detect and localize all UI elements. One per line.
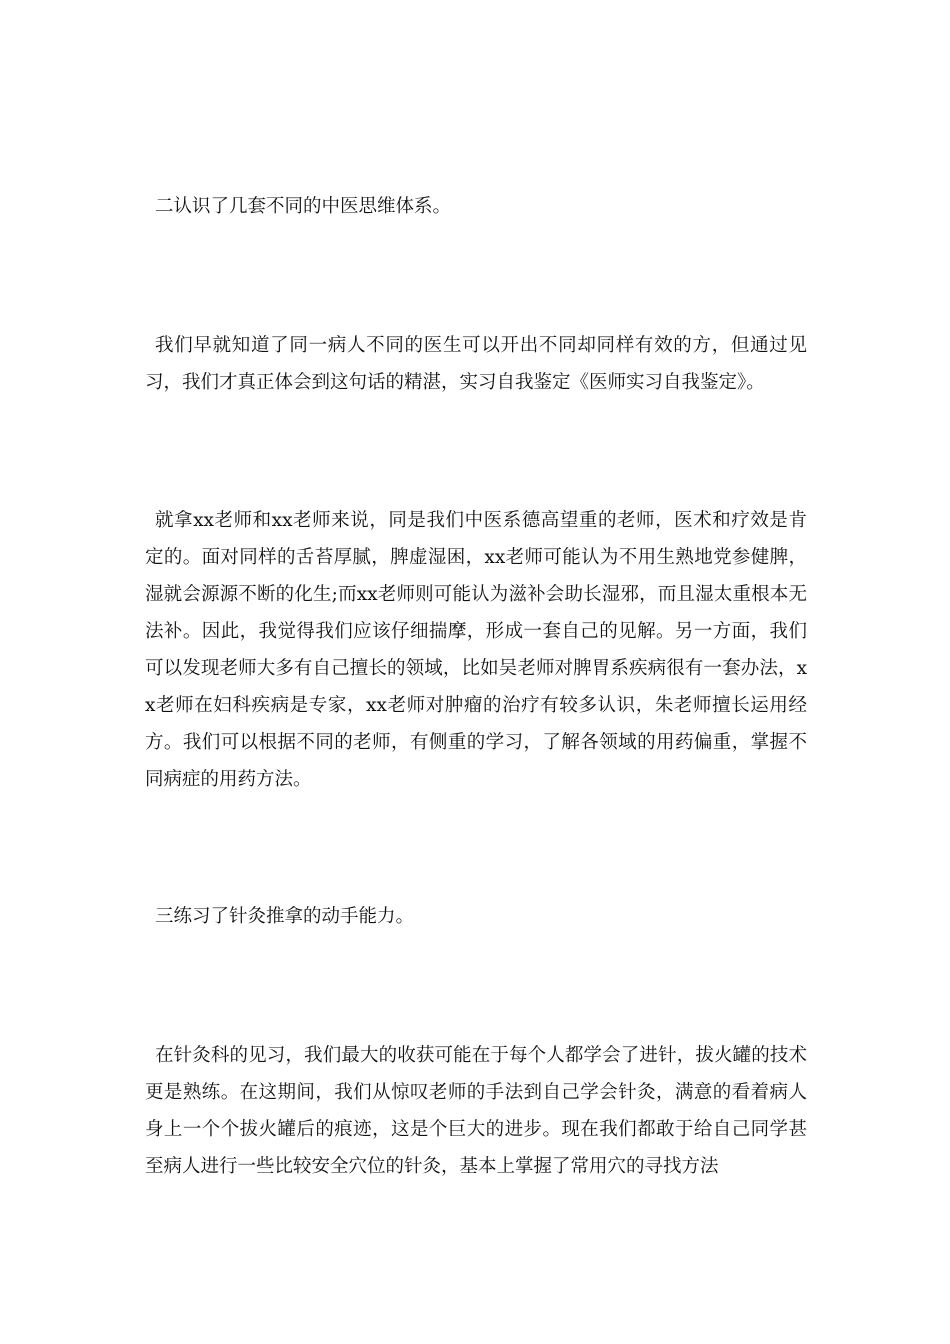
section-heading-three: 三练习了针灸推拿的动手能力。 xyxy=(155,906,415,927)
paragraph-acupuncture-practice: 在针灸科的见习，我们最大的收获可能在于每个人都学会了进针，拔火罐的技术更是熟练。在这期间，我们从惊叹老师的手法到自己学会针灸，满意的看着病人身上一个个拔火罐后的痕迹，这是个巨大的进步。现在我们都敢于给自己同学甚至病人进行一些比较安全穴位的针灸，基本上掌握了常用穴的寻找方法 xyxy=(145,1045,807,1177)
paragraph-prescription-insight: 我们早就知道了同一病人不同的医生可以开出不同却同样有效的方，但通过见习，我们才真正体会到这句话的精湛，实习自我鉴定《医师实习自我鉴定》。 xyxy=(145,335,807,393)
paragraph-teacher-comparison: 就拿xx老师和xx老师来说，同是我们中医系德高望重的老师，医术和疗效是肯定的。面对同样的舌苔厚腻，脾虚湿困，xx老师可能认为不用生熟地党参健脾，湿就会源源不断的化生;而xx老师则可能认为滋补会助长湿邪，而且湿太重根本无法补。因此，我觉得我们应该仔细揣摩，形成一套自己的见解。另一方面，我们可以发现老师大多有自己擅长的领域，比如吴老师对脾胃系疾病很有一套办法，xx老师在妇科疾病是专家，xx老师对肿瘤的治疗有较多认识，朱老师擅长运用经方。我们可以根据不同的老师，有侧重的学习，了解各领域的用药偏重，掌握不同病症的用药方法。 xyxy=(145,510,807,790)
section-heading-two: 二认识了几套不同的中医思维体系。 xyxy=(155,196,452,217)
